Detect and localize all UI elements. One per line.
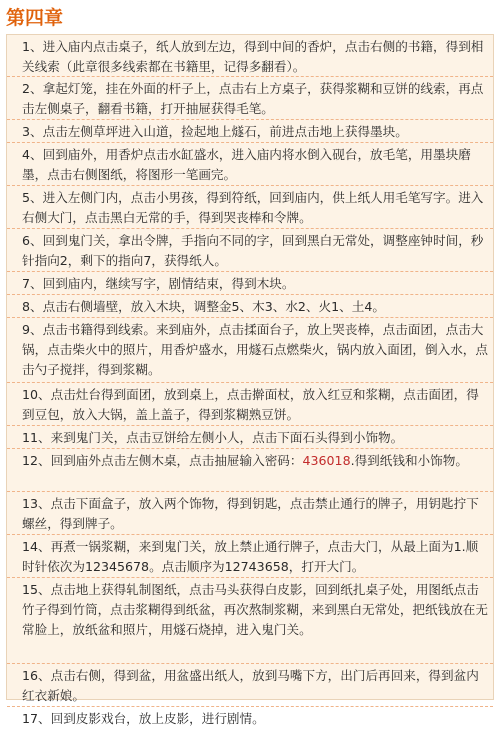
step-text: 9、点击书籍得到线索。来到庙外，点击揉面台子，放上哭丧棒，点击面团，点击大锅，点击柴火中的照片，用香炉盛水，用燧石点燃柴火，锅内放入面团，倒入水，点击勺子搅拌，得到浆糊。 <box>22 322 488 378</box>
step-item <box>7 295 493 318</box>
step-text: 6、回到鬼门关，拿出令牌，手指向不同的字，回到黑白无常处，调整座钟时间，秒针指向2，剩下的指向7，获得纸人。 <box>22 233 484 269</box>
step-text: 13、点击下面盒子，放入两个饰物，得到钥匙，点击禁止通行的牌子，用钥匙拧下螺丝，得到牌子。 <box>22 496 479 532</box>
step-item <box>7 35 493 77</box>
step-text: 17、回到皮影戏台，放上皮影，进行剧情。 <box>22 711 265 726</box>
step-item <box>7 707 493 731</box>
step-item <box>7 229 493 272</box>
chapter-title: 第四章 <box>6 7 64 29</box>
step-text: 11、来到鬼门关，点击豆饼给左侧小人，点击下面石头得到小饰物。 <box>22 430 404 445</box>
step-text: 4、回到庙外，用香炉点击水缸盛水，进入庙内将水倒入砚台，放毛笔，用墨块磨墨，点击右侧图纸，将图形一笔画完。 <box>22 147 471 183</box>
step-text-part: .得到纸钱和小饰物。 <box>350 453 468 468</box>
password-code: 436018 <box>302 453 351 468</box>
step-text <box>22 451 489 471</box>
step-text-part: 12、回到庙外点击左侧木桌，点击抽屉输入密码： <box>22 453 303 468</box>
step-item <box>7 77 493 120</box>
step-item <box>7 492 493 535</box>
step-text: 7、回到庙内，继续写字，剧情结束，得到木块。 <box>22 276 295 291</box>
step-text: 15、点击地上获得轧制图纸，点击马头获得白皮影，回到纸扎桌子处，用图纸点击竹子得到竹筒，点击浆糊得到纸盆，再次熬制浆糊，来到黑白无常处，把纸钱放在无常脸上，放纸盆和照片，用燧石烧掉，进入鬼门关。 <box>22 582 488 638</box>
step-item <box>7 383 493 426</box>
step-text: 10、点击灶台得到面团，放到桌上，点击擀面杖，放入红豆和浆糊，点击面团，得到豆包，放入大锅，盖上盖子，得到浆糊熟豆饼。 <box>22 387 479 423</box>
step-item <box>7 120 493 143</box>
step-text: 2、拿起灯笼，挂在外面的杆子上，点击右上方桌子，获得浆糊和豆饼的线索，再点击左侧桌子，翻看书籍，打开抽屉获得毛笔。 <box>22 81 484 117</box>
step-text: 5、进入左侧门内，点击小男孩，得到符纸，回到庙内，供上纸人用毛笔写字。进入右侧大门，点击黑白无常的手，得到哭丧棒和令牌。 <box>22 190 484 226</box>
step-text: 8、点击右侧墙壁，放入木块，调整金5、木3、水2、火1、土4。 <box>22 299 385 314</box>
step-text: 16、点击右侧，得到盆，用盆盛出纸人，放到马嘴下方，出门后再回来，得到盆内红衣新娘。 <box>22 668 479 704</box>
step-item <box>7 143 493 186</box>
step-text: 14、再煮一锅浆糊，来到鬼门关，放上禁止通行牌子，点击大门，从最上面为1.顺时针依次为12345678。点击顺序为12743658，打开大门。 <box>22 539 479 575</box>
step-item <box>7 272 493 295</box>
step-list <box>7 35 493 731</box>
step-item <box>7 318 493 383</box>
step-item <box>7 426 493 449</box>
step-text: 3、点击左侧草坪进入山道，捡起地上燧石，前进点击地上获得墨块。 <box>22 124 408 139</box>
step-item <box>7 578 493 664</box>
step-item <box>7 664 493 707</box>
step-text: 1、进入庙内点击桌子，纸人放到左边，得到中间的香炉，点击右侧的书籍，得到相关线索（此章很多线索都在书籍里，记得多翻看）。 <box>22 39 484 75</box>
step-item <box>7 535 493 578</box>
step-item <box>7 186 493 229</box>
walkthrough-panel <box>6 34 494 726</box>
step-item <box>7 449 493 492</box>
